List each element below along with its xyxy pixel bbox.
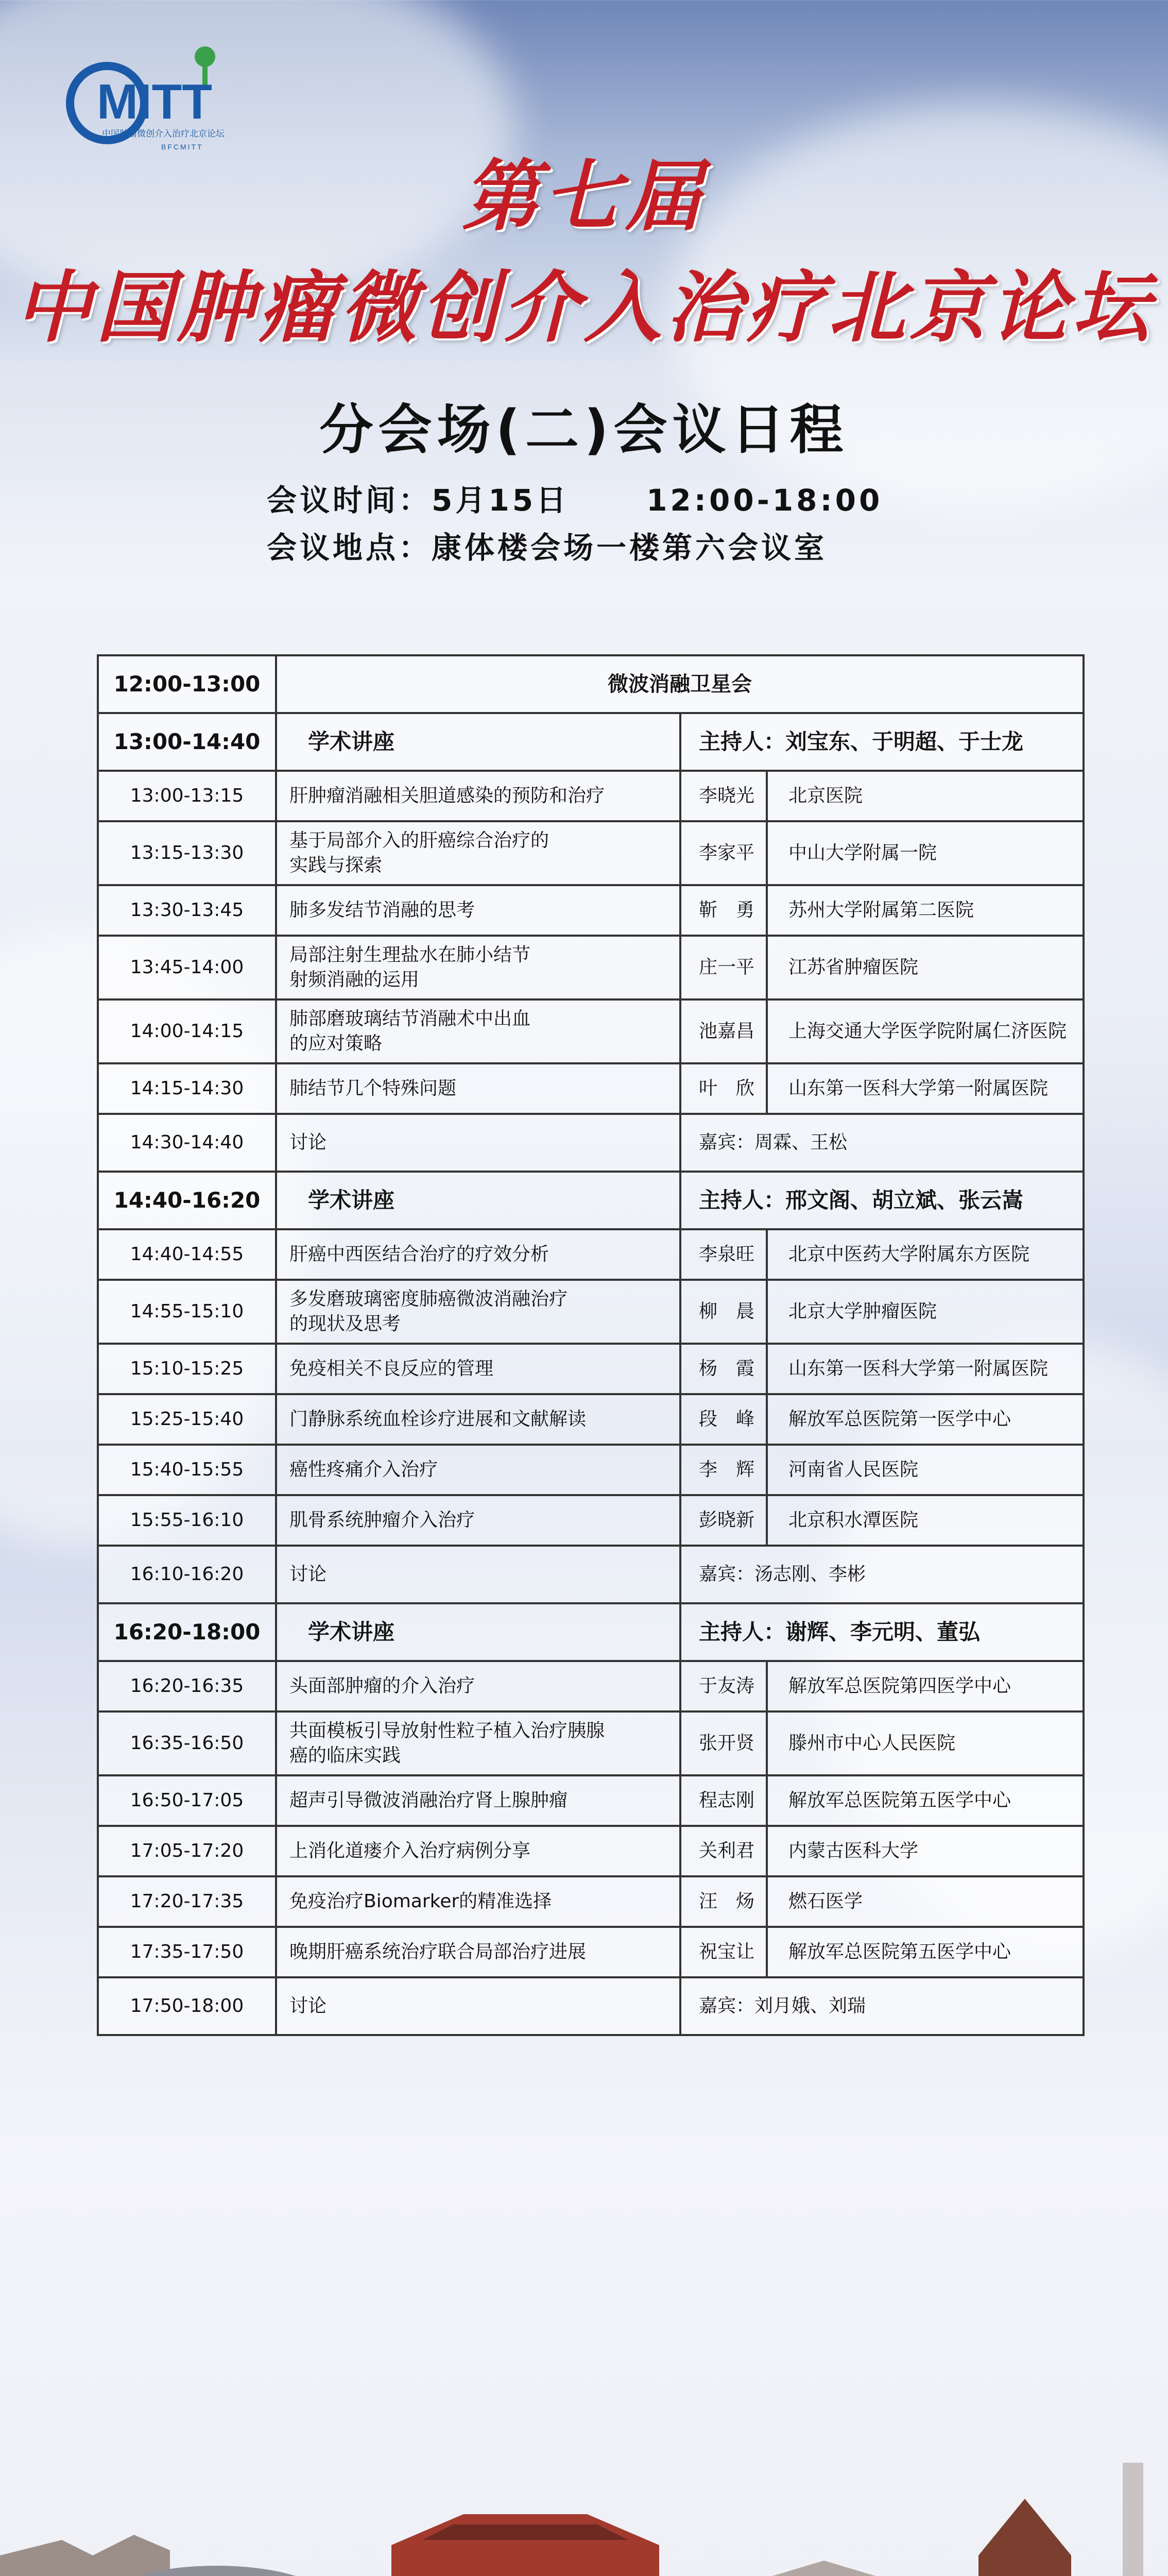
talk-institution: 解放军总医院第五医学中心	[767, 1775, 1084, 1826]
talk-institution: 滕州市中心人民医院	[767, 1711, 1084, 1775]
talk-speaker: 汪 炀	[680, 1876, 767, 1927]
talk-institution: 山东第一医科大学第一附属医院	[767, 1344, 1084, 1394]
talk-topic: 肝肿瘤消融相关胆道感染的预防和治疗	[276, 771, 680, 821]
talk-topic: 肝癌中西医结合治疗的疗效分析	[276, 1229, 680, 1280]
satellite-name: 微波消融卫星会	[276, 655, 1084, 713]
session-header-row	[98, 1172, 1084, 1229]
talk-institution: 内蒙古医科大学	[767, 1826, 1084, 1876]
meeting-date: 会议时间：5月15日	[267, 483, 570, 518]
talk-row	[98, 1927, 1084, 1977]
talk-row	[98, 885, 1084, 936]
talk-time: 17:20-17:35	[98, 1876, 276, 1927]
session-header-row	[98, 713, 1084, 771]
session-host: 主持人：刘宝东、于明超、于士龙	[680, 713, 1084, 771]
temple-of-heaven-shape	[978, 2499, 1071, 2576]
talk-institution: 解放军总医院第四医学中心	[767, 1661, 1084, 1711]
huabiao-column-shape	[1123, 2463, 1143, 2576]
talk-institution: 解放军总医院第五医学中心	[767, 1927, 1084, 1977]
talk-speaker: 柳 晨	[680, 1280, 767, 1344]
talk-row	[98, 1775, 1084, 1826]
session-header-row	[98, 1603, 1084, 1661]
talk-time: 16:20-16:35	[98, 1661, 276, 1711]
talk-speaker: 李晓光	[680, 771, 767, 821]
talk-topic: 肺部磨玻璃结节消融术中出血 的应对策略	[276, 999, 680, 1063]
talk-institution: 中山大学附属一院	[767, 821, 1084, 885]
talk-time: 17:05-17:20	[98, 1826, 276, 1876]
discussion-time: 14:30-14:40	[98, 1114, 276, 1172]
discussion-time: 17:50-18:00	[98, 1977, 276, 2035]
pavilion-shape	[772, 2561, 875, 2576]
discussion-label: 讨论	[276, 1546, 680, 1603]
tiananmen-gate-shape	[391, 2514, 659, 2576]
talk-speaker: 李家平	[680, 821, 767, 885]
session-host: 主持人：邢文阁、胡立斌、张云嵩	[680, 1172, 1084, 1229]
logo-caption: 中国肿瘤微创介入治疗北京论坛	[102, 129, 225, 139]
talk-row	[98, 1711, 1084, 1775]
talk-row	[98, 999, 1084, 1063]
logo-letters: MITT	[97, 74, 212, 129]
talk-time: 15:10-15:25	[98, 1344, 276, 1394]
talk-row	[98, 1495, 1084, 1546]
session-time: 13:00-14:40	[98, 713, 276, 771]
talk-row	[98, 1394, 1084, 1445]
talk-topic: 肌骨系统肿瘤介入治疗	[276, 1495, 680, 1546]
talk-time: 13:45-14:00	[98, 936, 276, 999]
talk-speaker: 靳 勇	[680, 885, 767, 936]
talk-speaker: 李 辉	[680, 1445, 767, 1495]
session-label: 学术讲座	[276, 1172, 680, 1229]
talk-row	[98, 1063, 1084, 1114]
talk-time: 14:00-14:15	[98, 999, 276, 1063]
talk-speaker: 关利君	[680, 1826, 767, 1876]
talk-row	[98, 771, 1084, 821]
talk-topic: 肺结节几个特殊问题	[276, 1063, 680, 1114]
discussion-label: 讨论	[276, 1114, 680, 1172]
talk-time: 16:35-16:50	[98, 1711, 276, 1775]
talk-institution: 江苏省肿瘤医院	[767, 936, 1084, 999]
talk-topic: 头面部肿瘤的介入治疗	[276, 1661, 680, 1711]
session-time: 16:20-18:00	[98, 1603, 276, 1661]
meeting-venue: 会议地点：康体楼会场一楼第六会议室	[267, 530, 828, 565]
talk-row	[98, 1661, 1084, 1711]
logo-sub: BFCMITT	[161, 143, 203, 151]
talk-time: 14:55-15:10	[98, 1280, 276, 1344]
talk-institution: 北京大学肿瘤医院	[767, 1280, 1084, 1344]
talk-topic: 门静脉系统血栓诊疗进展和文献解读	[276, 1394, 680, 1445]
session-time: 14:40-16:20	[98, 1172, 276, 1229]
talk-topic: 免疫相关不良反应的管理	[276, 1344, 680, 1394]
talk-institution: 燃石医学	[767, 1876, 1084, 1927]
talk-institution: 北京医院	[767, 771, 1084, 821]
talk-institution: 北京积水潭医院	[767, 1495, 1084, 1546]
talk-topic: 基于局部介入的肝癌综合治疗的 实践与探索	[276, 821, 680, 885]
talk-topic: 癌性疼痛介入治疗	[276, 1445, 680, 1495]
talk-row	[98, 1280, 1084, 1344]
discussion-guests: 嘉宾：汤志刚、李彬	[680, 1546, 1084, 1603]
talk-topic: 肺多发结节消融的思考	[276, 885, 680, 936]
talk-speaker: 程志刚	[680, 1775, 767, 1826]
discussion-row	[98, 1114, 1084, 1172]
talk-institution: 北京中医药大学附属东方医院	[767, 1229, 1084, 1280]
talk-time: 13:30-13:45	[98, 885, 276, 936]
talk-topic: 共面模板引导放射性粒子植入治疗胰腺 癌的临床实践	[276, 1711, 680, 1775]
talk-speaker: 段 峰	[680, 1394, 767, 1445]
talk-speaker: 庄一平	[680, 936, 767, 999]
talk-time: 15:55-16:10	[98, 1495, 276, 1546]
talk-speaker: 祝宝让	[680, 1927, 767, 1977]
meeting-info	[267, 477, 883, 571]
talk-time: 17:35-17:50	[98, 1927, 276, 1977]
talk-topic: 超声引导微波消融治疗肾上腺肿瘤	[276, 1775, 680, 1826]
discussion-row	[98, 1546, 1084, 1603]
talk-speaker: 叶 欣	[680, 1063, 767, 1114]
discussion-guests: 嘉宾：刘月娥、刘瑞	[680, 1977, 1084, 2035]
talk-speaker: 彭晓新	[680, 1495, 767, 1546]
talk-time: 13:00-13:15	[98, 771, 276, 821]
talk-time: 14:40-14:55	[98, 1229, 276, 1280]
talk-speaker: 张开贤	[680, 1711, 767, 1775]
beijing-landmarks-illustration	[0, 2385, 1168, 2576]
talk-speaker: 于友涛	[680, 1661, 767, 1711]
talk-row	[98, 936, 1084, 999]
session-host: 主持人：谢辉、李元明、董弘	[680, 1603, 1084, 1661]
talk-time: 16:50-17:05	[98, 1775, 276, 1826]
session-label: 学术讲座	[276, 1603, 680, 1661]
gate-roof-shape	[422, 2524, 628, 2540]
talk-institution: 河南省人民医院	[767, 1445, 1084, 1495]
talk-topic: 局部注射生理盐水在肺小结节 射频消融的运用	[276, 936, 680, 999]
forum-headline	[0, 134, 1168, 357]
talk-time: 14:15-14:30	[98, 1063, 276, 1114]
talk-row	[98, 1826, 1084, 1876]
talk-row	[98, 1344, 1084, 1394]
talk-row	[98, 1876, 1084, 1927]
talk-institution: 苏州大学附属第二医院	[767, 885, 1084, 936]
talk-time: 15:40-15:55	[98, 1445, 276, 1495]
talk-time: 15:25-15:40	[98, 1394, 276, 1445]
talk-row	[98, 1445, 1084, 1495]
discussion-time: 16:10-16:20	[98, 1546, 276, 1603]
talk-institution: 山东第一医科大学第一附属医院	[767, 1063, 1084, 1114]
talk-row	[98, 821, 1084, 885]
session-label: 学术讲座	[276, 713, 680, 771]
talk-speaker: 池嘉昌	[680, 999, 767, 1063]
discussion-label: 讨论	[276, 1977, 680, 2035]
agenda-table	[97, 654, 1085, 2036]
talk-time: 13:15-13:30	[98, 821, 276, 885]
talk-speaker: 李泉旺	[680, 1229, 767, 1280]
satellite-time: 12:00-13:00	[98, 655, 276, 713]
page-title: 分会场(二)会议日程	[319, 398, 849, 461]
satellite-row	[98, 655, 1084, 713]
talk-topic: 上消化道瘘介入治疗病例分享	[276, 1826, 680, 1876]
discussion-guests: 嘉宾：周霖、王松	[680, 1114, 1084, 1172]
talk-row	[98, 1229, 1084, 1280]
headline-forum-name: 中国肿瘤微创介入治疗北京论坛	[14, 262, 1154, 353]
talk-topic: 免疫治疗Biomarker的精准选择	[276, 1876, 680, 1927]
talk-topic: 晚期肝癌系统治疗联合局部治疗进展	[276, 1927, 680, 1977]
discussion-row	[98, 1977, 1084, 2035]
talk-institution: 解放军总医院第一医学中心	[767, 1394, 1084, 1445]
meeting-time-range: 12:00-18:00	[646, 483, 883, 518]
talk-topic: 多发磨玻璃密度肺癌微波消融治疗 的现状及思考	[276, 1280, 680, 1344]
talk-speaker: 杨 霞	[680, 1344, 767, 1394]
headline-edition: 第七届	[461, 151, 706, 242]
talk-institution: 上海交通大学医学院附属仁济医院	[767, 999, 1084, 1063]
great-wall-shape	[0, 2535, 170, 2576]
